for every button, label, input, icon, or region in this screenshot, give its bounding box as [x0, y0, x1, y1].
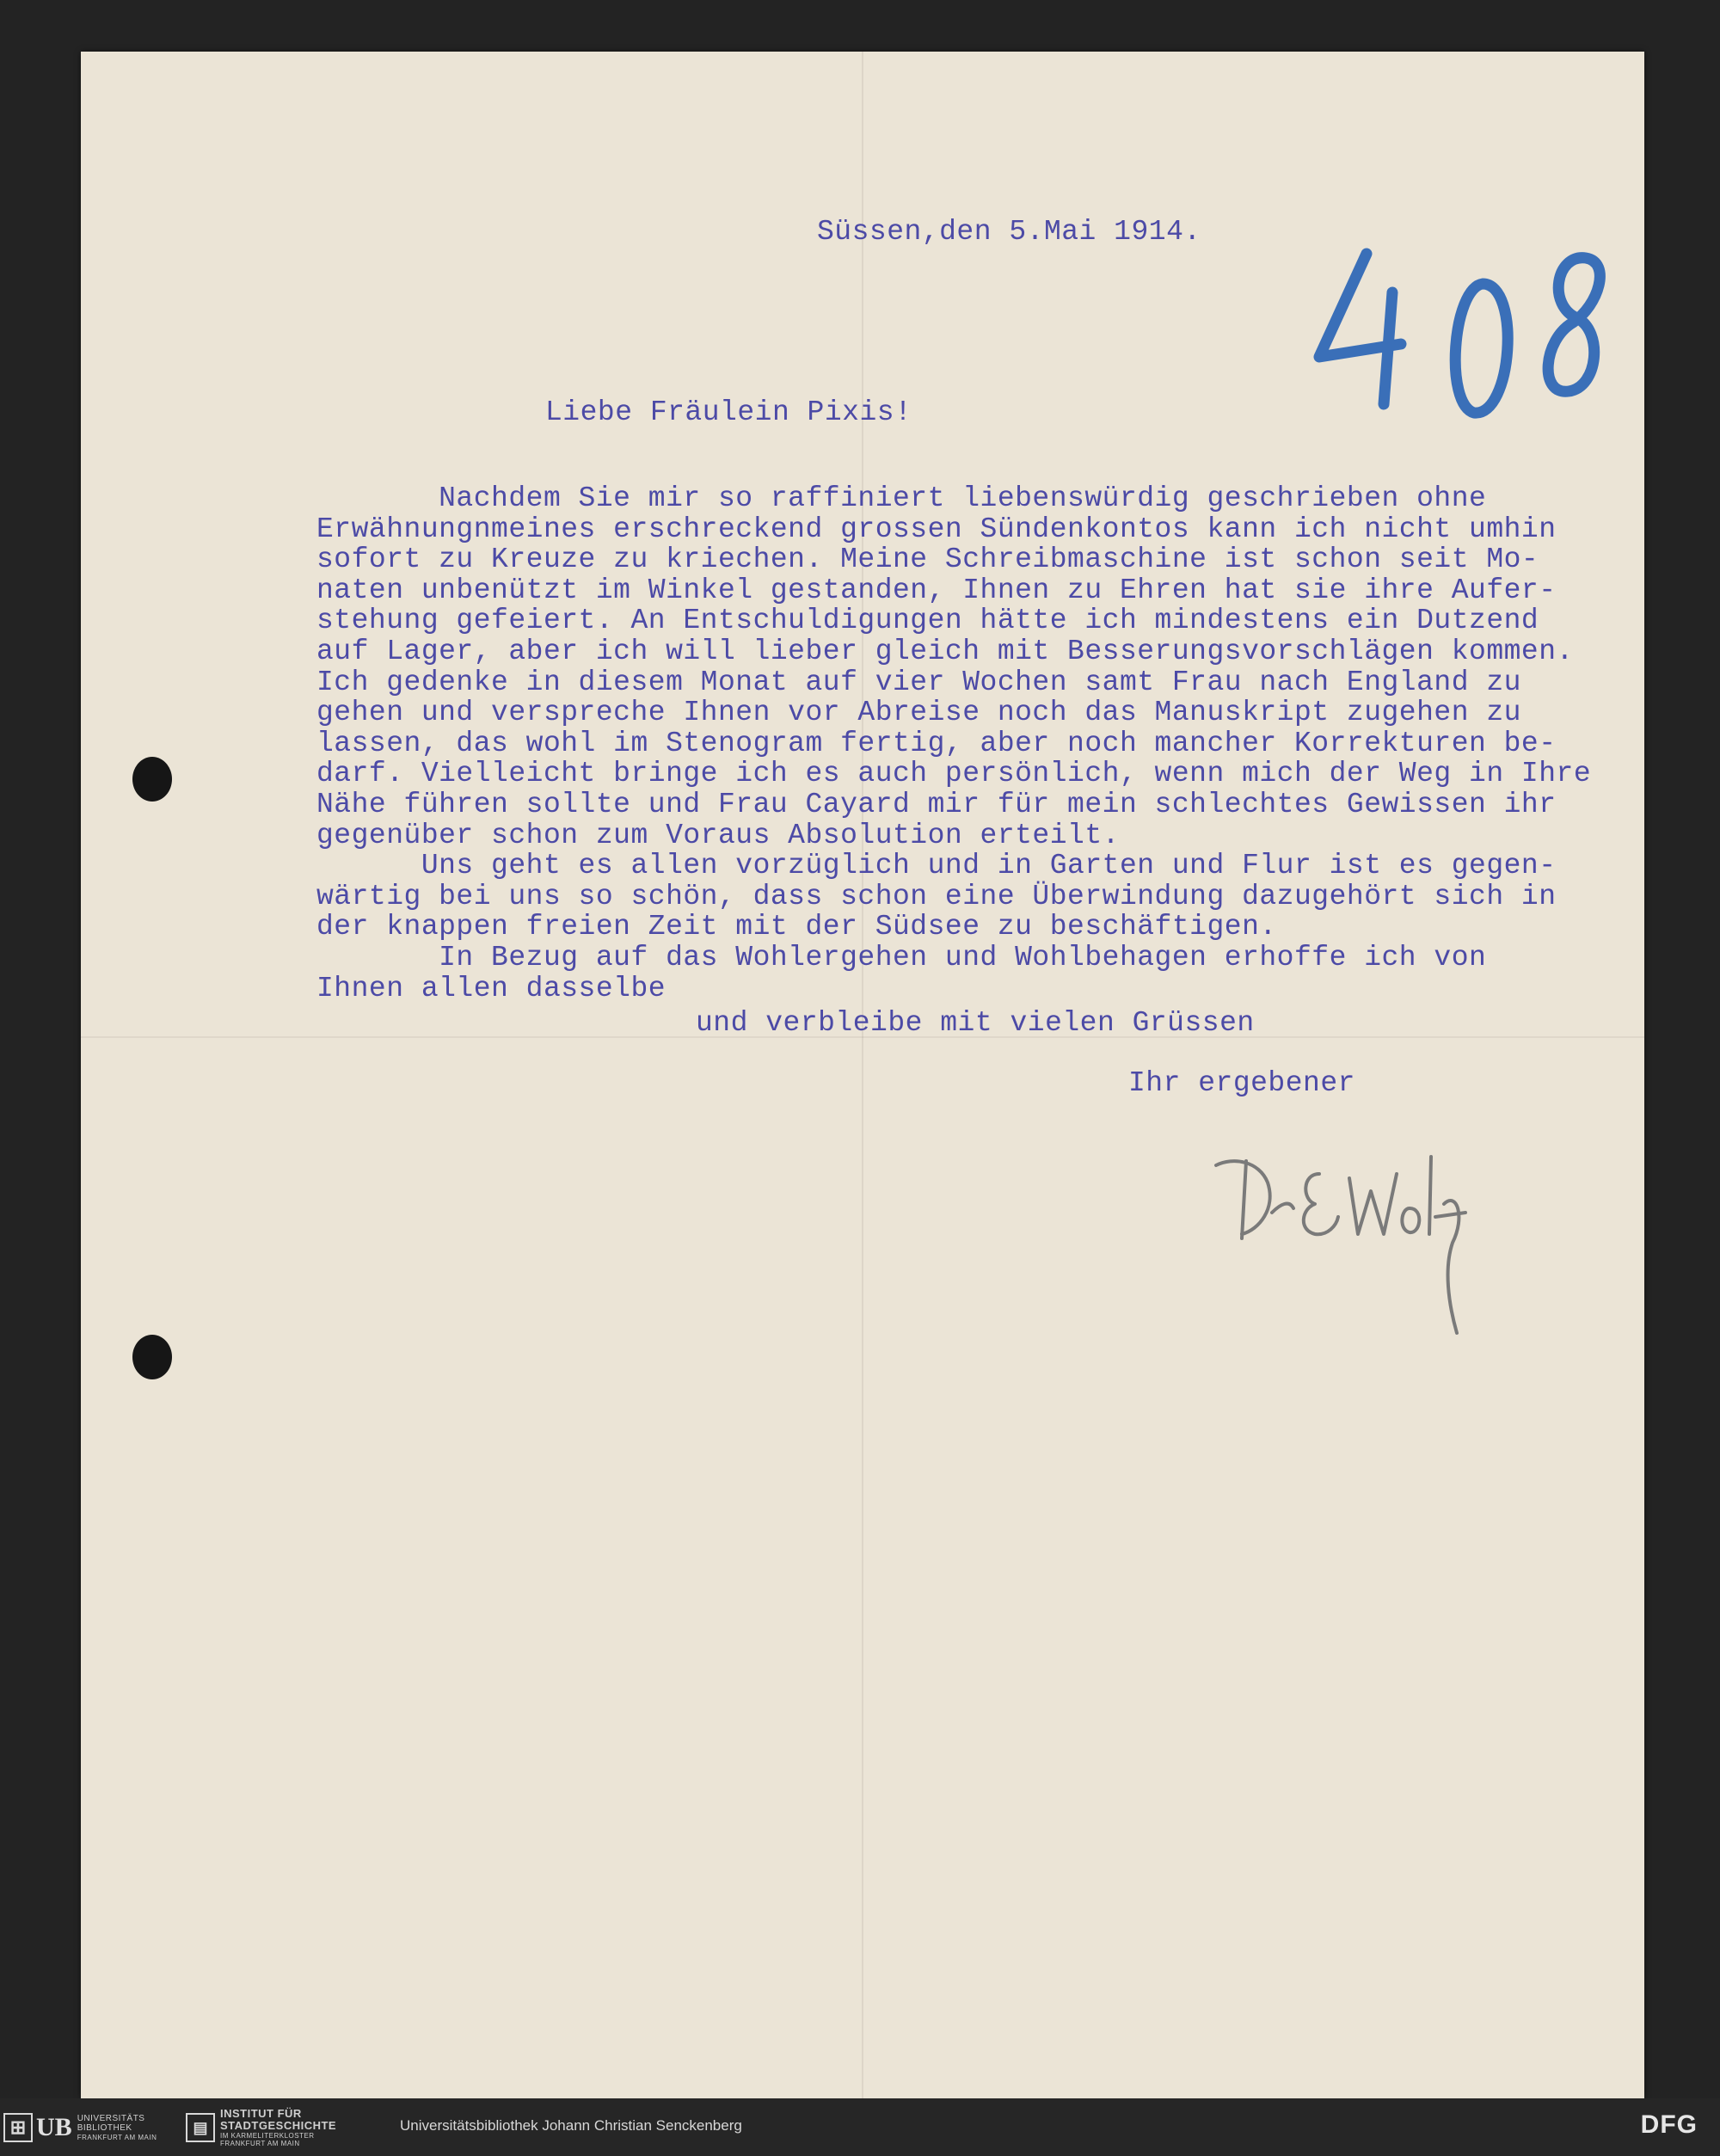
body-line: lassen, das wohl im Stenogram fertig, aber noch mancher Korrekturen be-: [316, 727, 1557, 759]
letter-page: [81, 52, 1644, 2098]
body-line: gegenüber schon zum Voraus Absolution erteilt.: [316, 819, 1120, 851]
body-line: der knappen freien Zeit mit der Südsee zu beschäftigen.: [316, 911, 1277, 943]
salutation: Liebe Fräulein Pixis!: [545, 396, 912, 428]
body-line: Nachdem Sie mir so raffiniert liebenswürdig geschrieben ohne: [316, 482, 1487, 514]
body-line: Uns geht es allen vorzüglich und in Garten und Flur ist es gegen-: [316, 850, 1557, 882]
ub-logo[interactable]: [3, 2112, 157, 2143]
body-line: In Bezug auf das Wohlergehen und Wohlbehagen erhoffe ich von: [316, 942, 1487, 974]
library-name: Universitätsbibliothek Johann Christian Senckenberg: [400, 2117, 742, 2134]
body-line: Erwähnungnmeines erschreckend grossen Sündenkontos kann ich nicht umhin: [316, 513, 1557, 545]
archive-number-handwritten: [1302, 236, 1655, 434]
body-line: Ich gedenke in diesem Monat auf vier Wochen samt Frau nach England zu: [316, 666, 1521, 698]
isg-emblem-icon: ▤: [186, 2113, 215, 2142]
closing-line: und verbleibe mit vielen Grüssen: [696, 1007, 1255, 1039]
handwritten-signature: [1199, 1122, 1483, 1346]
signoff: Ihr ergebener: [1128, 1067, 1355, 1099]
body-line: wärtig bei uns so schön, dass schon eine Überwindung dazugehört sich in: [316, 880, 1557, 912]
body-line: gehen und verspreche Ihnen vor Abreise noch das Manuskript zugehen zu: [316, 697, 1521, 729]
vertical-fold-line: [862, 52, 863, 2098]
body-line: Ihnen allen dasselbe: [316, 972, 666, 1004]
body-line: Nähe führen sollte und Frau Cayard mir für mein schlechtes Gewissen ihr: [316, 789, 1557, 820]
isg-logo[interactable]: [186, 2107, 337, 2147]
punch-hole-top: [132, 757, 172, 802]
archive-footer: [0, 2098, 1720, 2156]
isg-logo-text: INSTITUT FÜR STADTGESCHICHTE IM KARMELITERKLOSTER FRANKFURT AM MAIN: [220, 2107, 337, 2147]
body-line: sofort zu Kreuze zu kriechen. Meine Schreibmaschine ist schon seit Mo-: [316, 544, 1539, 576]
body-line: auf Lager, aber ich will lieber gleich mit Besserungsvorschlägen kommen.: [316, 636, 1574, 667]
punch-hole-bottom: [132, 1335, 172, 1379]
ub-logo-text: UNIVERSITÄTS BIBLIOTHEK FRANKFURT AM MAIN: [77, 2113, 157, 2141]
ub-emblem-icon: ⊞: [3, 2113, 33, 2142]
ub-logo-letters: UB: [36, 2113, 72, 2141]
body-line: naten unbenützt im Winkel gestanden, Ihnen zu Ehren hat sie ihre Aufer-: [316, 574, 1557, 606]
body-line: stehung gefeiert. An Entschuldigungen hätte ich mindestens ein Dutzend: [316, 605, 1539, 637]
body-line: darf. Vielleicht bringe ich es auch persönlich, wenn mich der Weg in Ihre: [316, 758, 1592, 790]
dfg-logo[interactable]: DFG: [1640, 2110, 1698, 2139]
dateline: Süssen,den 5.Mai 1914.: [817, 216, 1201, 248]
